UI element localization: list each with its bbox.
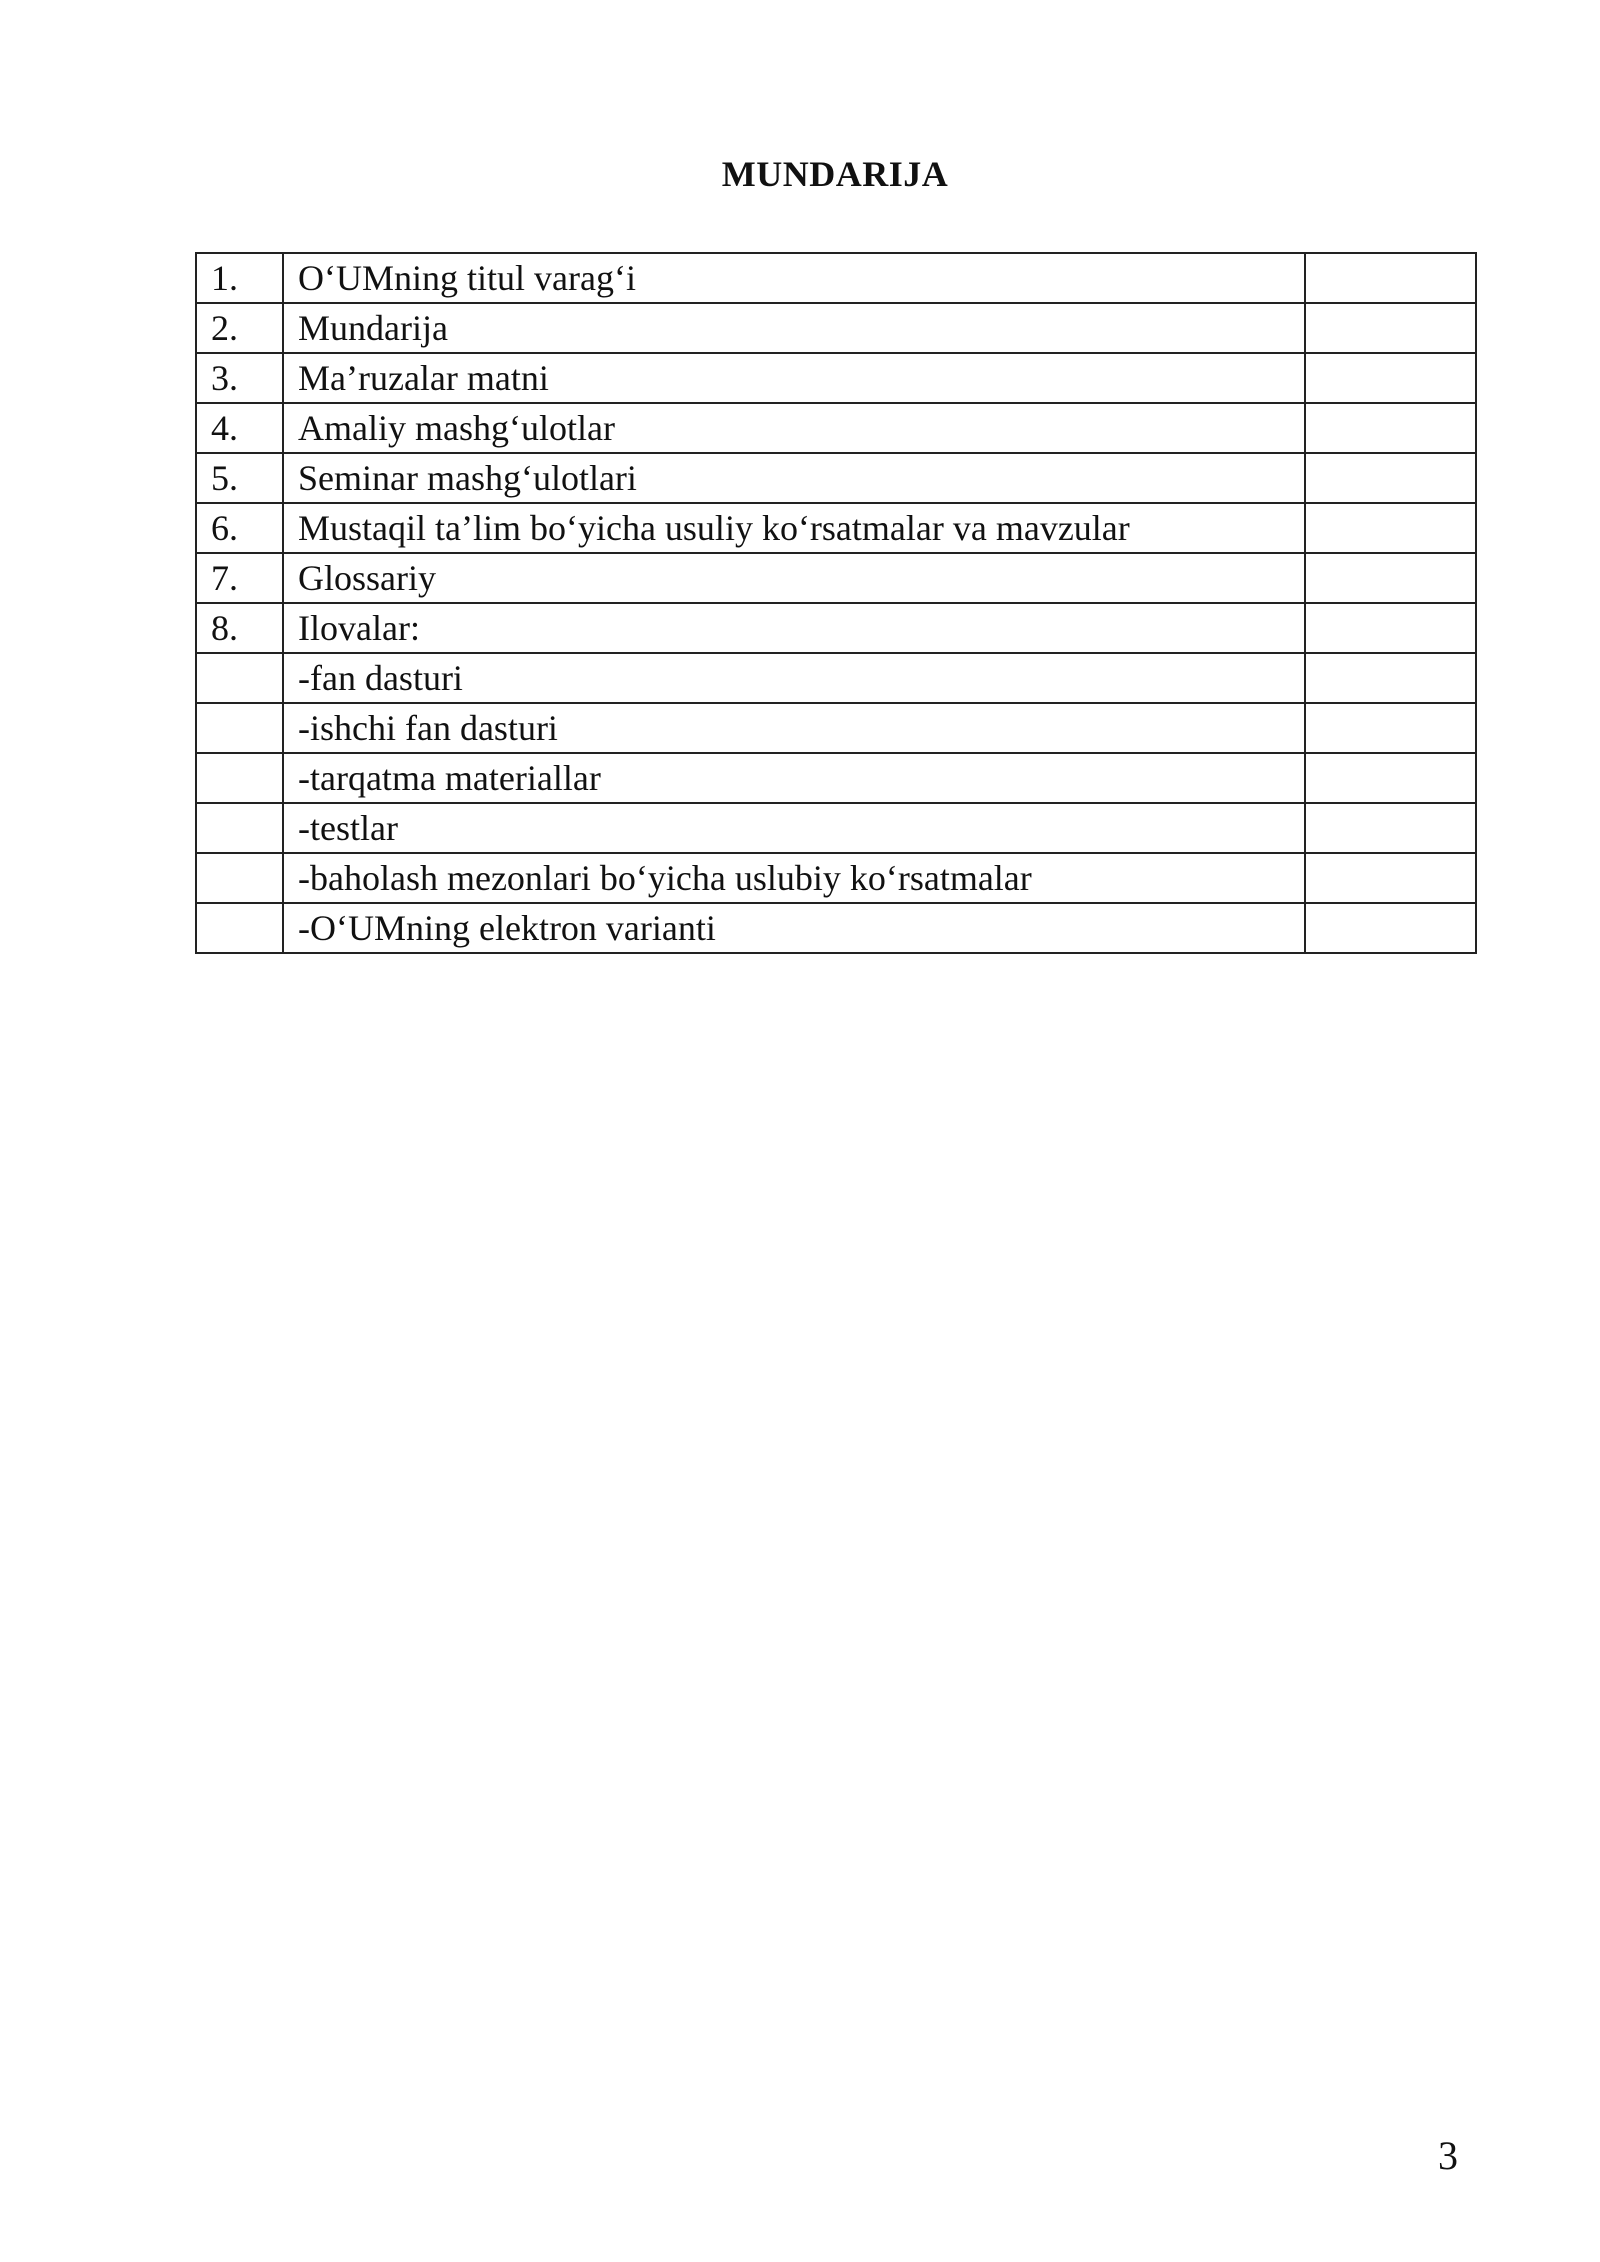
table-row <box>196 753 1476 803</box>
row-number: 7. <box>196 553 283 603</box>
page-number: 3 <box>1438 2133 1458 2178</box>
row-page <box>1305 553 1476 603</box>
table-row <box>196 553 1476 603</box>
row-number <box>196 653 283 703</box>
row-number <box>196 753 283 803</box>
row-number: 8. <box>196 603 283 653</box>
row-number <box>196 853 283 903</box>
row-title: -testlar <box>283 803 1305 853</box>
table-row <box>196 703 1476 753</box>
table-row <box>196 853 1476 903</box>
table-row <box>196 403 1476 453</box>
row-page <box>1305 803 1476 853</box>
row-page <box>1305 853 1476 903</box>
row-page <box>1305 903 1476 953</box>
row-number: 1. <box>196 253 283 303</box>
table-row <box>196 453 1476 503</box>
toc-body <box>196 253 1476 953</box>
table-row <box>196 503 1476 553</box>
row-page <box>1305 653 1476 703</box>
row-page <box>1305 253 1476 303</box>
row-number: 5. <box>196 453 283 503</box>
table-row <box>196 803 1476 853</box>
row-title: -tarqatma materiallar <box>283 753 1305 803</box>
row-number: 6. <box>196 503 283 553</box>
row-page <box>1305 353 1476 403</box>
row-page <box>1305 453 1476 503</box>
row-title: Mustaqil ta’lim bo‘yicha usuliy ko‘rsatmalar va mavzular <box>283 503 1305 553</box>
row-title: Ma’ruzalar matni <box>283 353 1305 403</box>
table-row <box>196 603 1476 653</box>
row-title: Mundarija <box>283 303 1305 353</box>
row-number: 2. <box>196 303 283 353</box>
row-title: Glossariy <box>283 553 1305 603</box>
row-number <box>196 703 283 753</box>
row-page <box>1305 303 1476 353</box>
row-number <box>196 903 283 953</box>
row-page <box>1305 703 1476 753</box>
row-title: -O‘UMning elektron varianti <box>283 903 1305 953</box>
table-row <box>196 903 1476 953</box>
table-row <box>196 353 1476 403</box>
row-number: 4. <box>196 403 283 453</box>
table-row <box>196 653 1476 703</box>
table-of-contents <box>195 252 1477 954</box>
row-title: O‘UMning titul varag‘i <box>283 253 1305 303</box>
row-number: 3. <box>196 353 283 403</box>
row-title: -fan dasturi <box>283 653 1305 703</box>
row-title: Amaliy mashg‘ulotlar <box>283 403 1305 453</box>
row-page <box>1305 403 1476 453</box>
page-title: MUNDARIJA <box>721 154 949 194</box>
table-row <box>196 253 1476 303</box>
table-row <box>196 303 1476 353</box>
row-title: Ilovalar: <box>283 603 1305 653</box>
row-page <box>1305 753 1476 803</box>
row-title: -baholash mezonlari bo‘yicha uslubiy ko‘rsatmalar <box>283 853 1305 903</box>
row-title: Seminar mashg‘ulotlari <box>283 453 1305 503</box>
row-page <box>1305 503 1476 553</box>
row-page <box>1305 603 1476 653</box>
row-number <box>196 803 283 853</box>
row-title: -ishchi fan dasturi <box>283 703 1305 753</box>
